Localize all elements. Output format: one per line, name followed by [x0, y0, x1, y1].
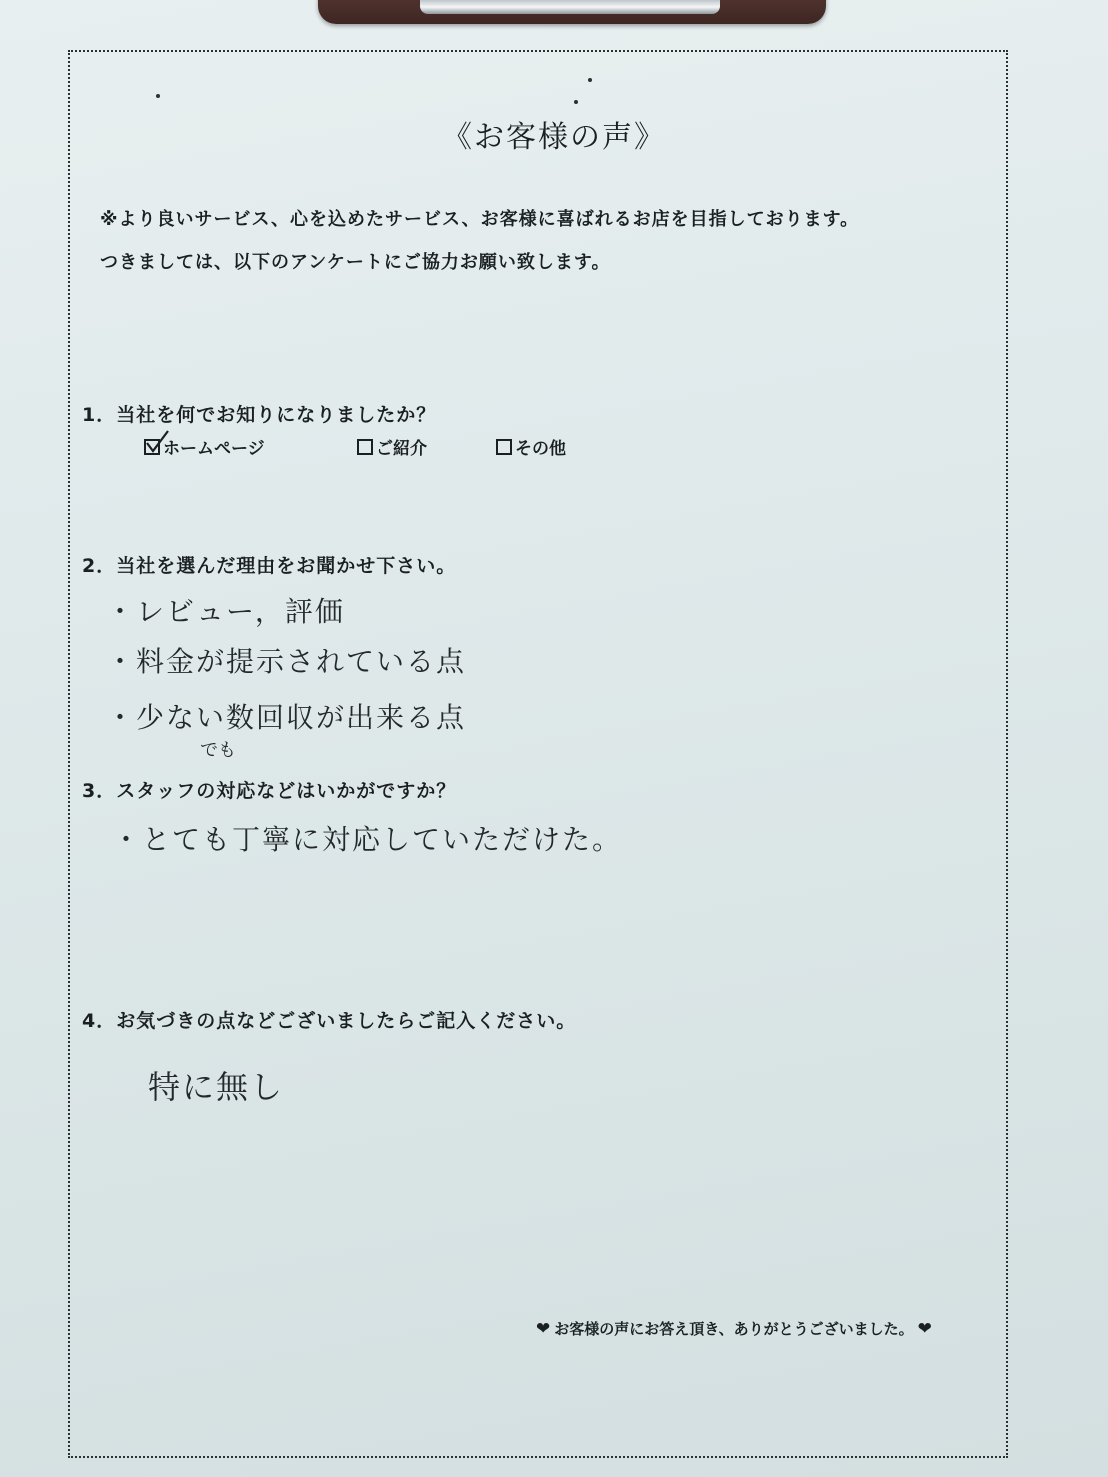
clipboard-clip-bar [420, 0, 720, 14]
option-homepage-label: ホームページ [163, 439, 265, 459]
option-homepage[interactable] [144, 434, 265, 459]
heart-icon: ❤ [917, 1318, 932, 1339]
speck [574, 100, 578, 104]
answer-2-insert: でも [200, 740, 236, 761]
survey-title: 《お客様の声》 [442, 120, 666, 155]
footer-text: お客様の声にお答え頂き、ありがとうございました。 [554, 1320, 914, 1338]
speck [588, 78, 592, 82]
speck [156, 94, 160, 98]
question-3-label: 3．スタッフの対応などはいかがですか？ [82, 780, 457, 802]
answer-2-line-3: ・少ない数回収が出来る点 [106, 701, 467, 734]
answer-2-line-1: ・レビュー，評価 [106, 595, 345, 628]
checkmark-icon [144, 429, 170, 455]
answer-2-line-2: ・料金が提示されている点 [106, 645, 467, 678]
question-1-label: 1．当社を何でお知りになりましたか？ [82, 404, 437, 426]
option-referral-label: ご紹介 [376, 439, 427, 459]
answer-4: 特に無し [148, 1068, 285, 1106]
intro-line-1: ※より良いサービス、心を込めたサービス、お客様に喜ばれるお店を目指しております。 [100, 209, 860, 230]
question-4-label: 4．お気づきの点などございましたらご記入ください。 [82, 1010, 577, 1032]
option-referral[interactable] [357, 434, 427, 459]
intro-line-2: つきましては、以下のアンケートにご協力お願い致します。 [100, 252, 611, 273]
checkbox-homepage[interactable] [144, 439, 160, 455]
question-2-label: 2．当社を選んだ理由をお聞かせ下さい。 [82, 555, 457, 577]
heart-icon: ❤ [536, 1318, 551, 1339]
answer-3: ・とても丁寧に対応していただけた。 [112, 823, 623, 856]
checkbox-other[interactable] [496, 439, 512, 455]
checkbox-referral[interactable] [357, 439, 373, 455]
footer-thanks [536, 1318, 932, 1339]
option-other[interactable] [496, 434, 566, 459]
option-other-label: その他 [515, 439, 566, 459]
